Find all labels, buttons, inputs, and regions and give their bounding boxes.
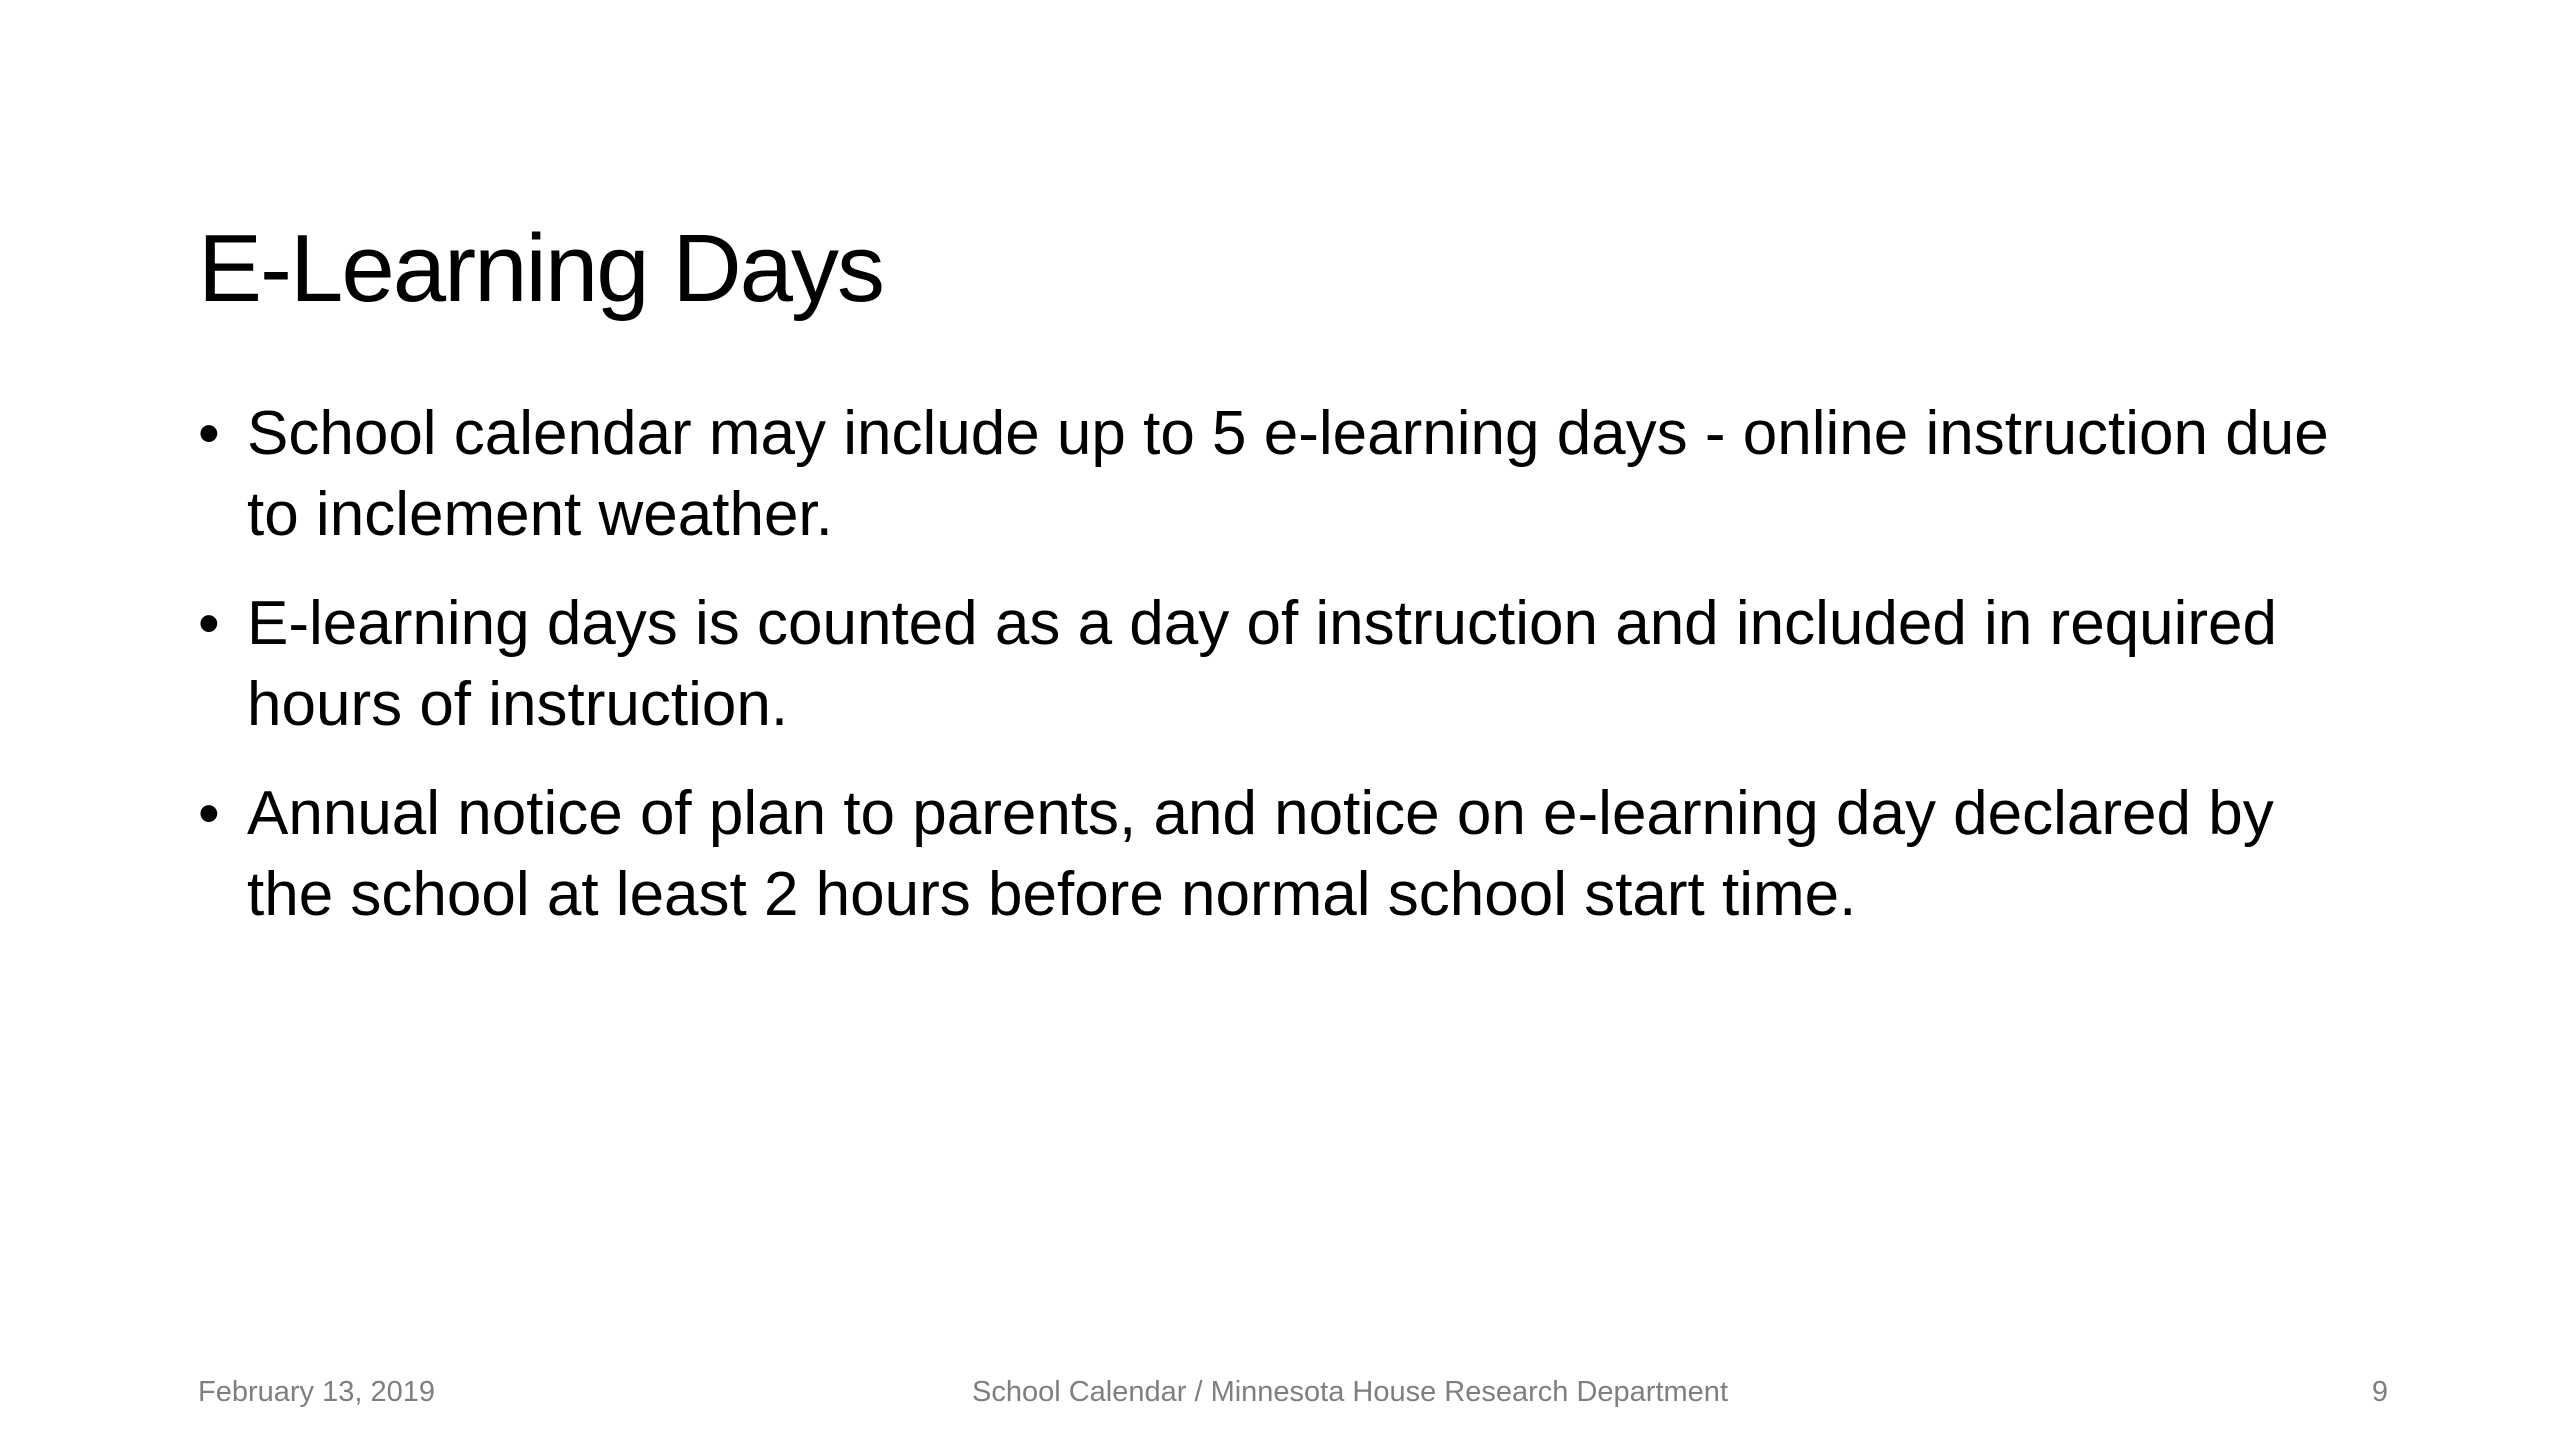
bullet-text: E-learning days is counted as a day of instruction and included in required hours of instruction. [247,589,2278,739]
bullet-icon: • [198,399,220,468]
footer-center-text: School Calendar / Minnesota House Research Department [971,1376,1728,1408]
footer-page-number: 9 [2371,1376,2388,1408]
bullet-item [198,773,2348,935]
bullet-icon: • [198,779,220,848]
bullet-text: School calendar may include up to 5 e-learning days - online instruction due to inclement weather. [247,399,2329,549]
slide-title: E-Learning Days [198,215,884,323]
footer-date: February 13, 2019 [198,1376,435,1408]
bullet-list [198,393,2348,963]
bullet-item [198,583,2348,745]
bullet-item [198,393,2348,555]
bullet-text: Annual notice of plan to parents, and notice on e-learning day declared by the school at least 2 hours before normal school start time. [247,779,2274,929]
bullet-icon: • [198,589,220,658]
